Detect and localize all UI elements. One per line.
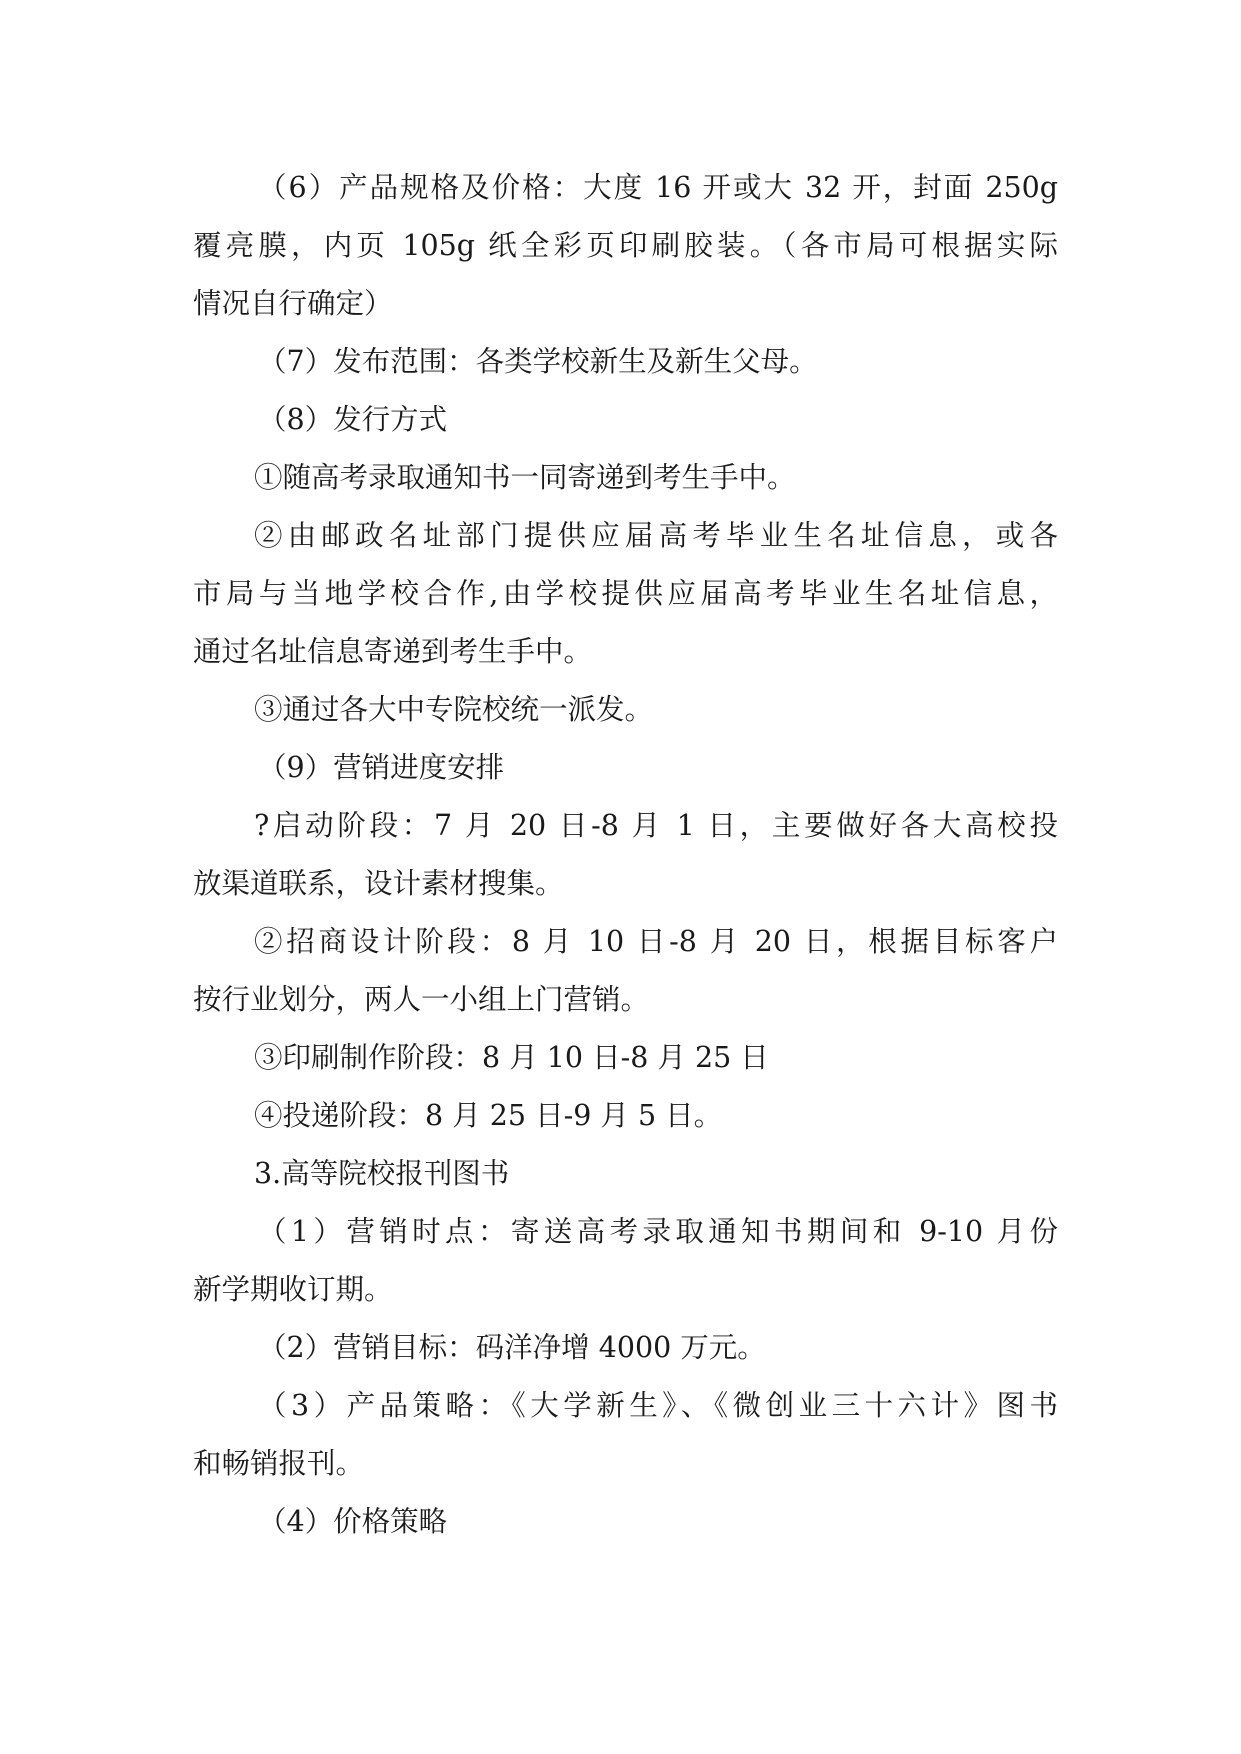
paragraph-line: 新学期收订期。 [193, 1273, 393, 1306]
paragraph-line: （6）产品规格及价格：大度 16 开或大 32 开，封面 250g [258, 171, 1058, 204]
paragraph-line: （7）发布范围：各类学校新生及新生父母。 [258, 345, 818, 378]
paragraph-line: 和畅销报刊。 [193, 1447, 365, 1480]
paragraph-line: 通过名址信息寄递到考生手中。 [193, 635, 593, 668]
paragraph-line: ?启动阶段：7 月 20 日-8 月 1 日，主要做好各大高校投 [254, 809, 1058, 842]
paragraph-line: （1）营销时点：寄送高考录取通知书期间和 9-10 月份 [258, 1215, 1058, 1248]
paragraph-line: ②招商设计阶段：8 月 10 日-8 月 20 日，根据目标客户 [254, 925, 1058, 958]
paragraph-line: ②由邮政名址部门提供应届高考毕业生名址信息，或各 [254, 519, 1058, 552]
paragraph-line: 放渠道联系，设计素材搜集。 [193, 867, 564, 900]
paragraph-line: 按行业划分，两人一小组上门营销。 [193, 983, 650, 1016]
paragraph-line: 情况自行确定） [193, 287, 393, 320]
paragraph-line: ④投递阶段：8 月 25 日-9 月 5 日。 [254, 1099, 723, 1132]
paragraph-line: 覆亮膜，内页 105g 纸全彩页印刷胶装。（各市局可根据实际 [193, 229, 1058, 262]
paragraph-line: （2）营销目标：码洋净增 4000 万元。 [258, 1331, 766, 1364]
paragraph-line: （4）价格策略 [258, 1505, 448, 1538]
section-heading: 3.高等院校报刊图书 [254, 1157, 510, 1190]
paragraph-line: （8）发行方式 [258, 403, 448, 436]
paragraph-line: （9）营销进度安排 [258, 751, 505, 784]
paragraph-line: ③通过各大中专院校统一派发。 [254, 693, 654, 726]
paragraph-line: 市局与当地学校合作,由学校提供应届高考毕业生名址信息， [193, 577, 1058, 610]
paragraph-line: ①随高考录取通知书一同寄递到考生手中。 [254, 461, 796, 494]
paragraph-line: （3）产品策略：《大学新生》、《微创业三十六计》图书 [258, 1389, 1058, 1422]
paragraph-line: ③印刷制作阶段：8 月 10 日-8 月 25 日 [254, 1041, 769, 1074]
